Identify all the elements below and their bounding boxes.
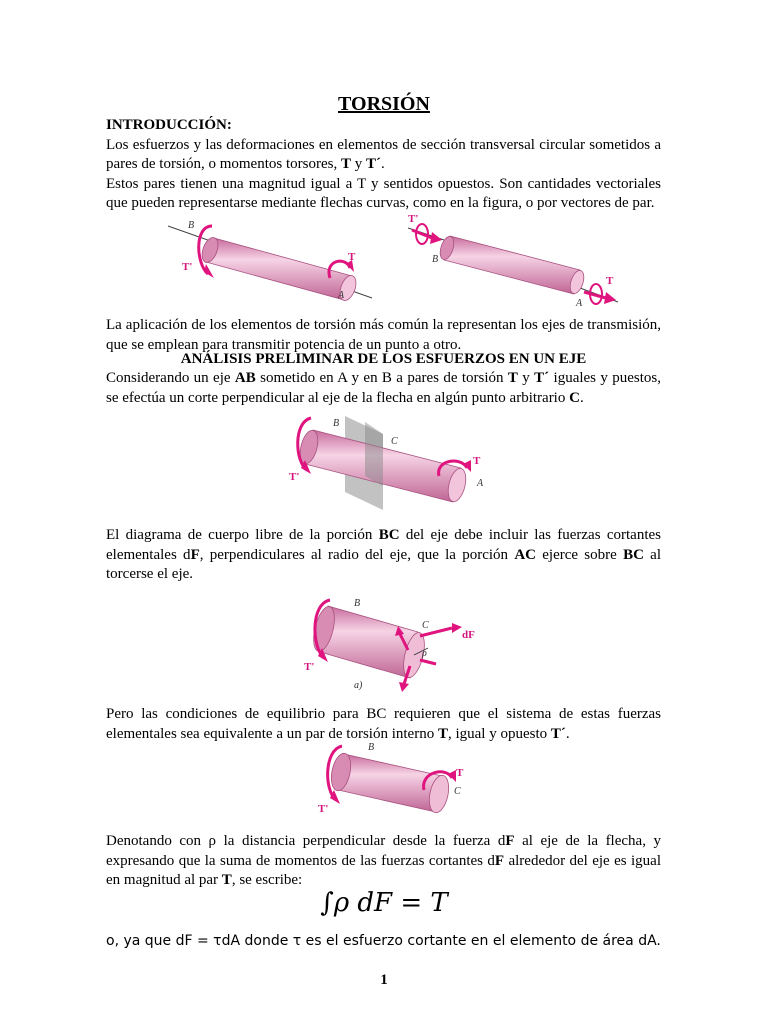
- label-rho: ρ: [422, 648, 427, 659]
- shaft-left: [168, 220, 372, 303]
- intro-text-1: Los esfuerzos y las deformaciones en elementos de sección transversal circular sometidos a pares de torsión, o momentos torsores, T y T´.: [106, 136, 661, 172]
- intro-paragraph: [106, 116, 661, 214]
- paragraph-moment: Denotando con ρ la distancia perpendicular desde la fuerza dF al eje de la flecha, y expresando que la suma de momentos de las fuerzas cortantes dF alrededor del eje es igual en magnitud al par T, se escribe:: [106, 833, 661, 888]
- label-B-5: B: [368, 742, 375, 753]
- label-B-4: B: [354, 598, 361, 609]
- label-B-2: B: [432, 254, 439, 265]
- section-heading: ANÁLISIS PRELIMINAR DE LOS ESFUERZOS EN UN EJE: [180, 351, 587, 367]
- label-Tprime-3: T': [289, 471, 300, 483]
- label-C-2: C: [422, 620, 429, 631]
- label-C-3: C: [454, 786, 461, 797]
- page-title: TORSIÓN: [338, 93, 430, 115]
- label-Tprime-4: T': [304, 661, 315, 673]
- figure-internal-torque: [312, 740, 472, 822]
- paragraph-equilibrium: Pero las condiciones de equilibrio para BC requieren que el sistema de estas fuerzas elementales sea equivalente a un par de torsión interno T, igual y opuesto T´.: [106, 706, 661, 742]
- label-a: a): [354, 680, 363, 691]
- figure-shaft-cut: [285, 410, 495, 512]
- label-A-2: A: [576, 298, 583, 308]
- label-A-3: A: [477, 478, 484, 489]
- label-T: T: [348, 251, 356, 263]
- figure-shafts-torque: [160, 208, 620, 308]
- paragraph-transmission: La aplicación de los elementos de torsión más común la representan los ejes de transmisión, que se emplean para transmitir potencia de un punto a otro.: [106, 317, 661, 353]
- label-B-3: B: [333, 418, 340, 429]
- intro-heading: INTRODUCCIÓN:: [106, 117, 232, 133]
- label-Tprime-5: T': [318, 803, 329, 815]
- label-T-3: T: [473, 455, 481, 467]
- label-Tprime: T': [182, 261, 193, 273]
- figure-free-body-dF: [300, 592, 490, 694]
- label-dF: dF: [462, 629, 475, 641]
- page-number: 1: [380, 972, 388, 988]
- paragraph-shear-stress: o, ya que dF = τdA donde τ es el esfuerzo cortante en el elemento de área dA.: [106, 933, 661, 949]
- paragraph-analysis: Considerando un eje AB sometido en A y en B a pares de torsión T y T´ iguales y puestos, se efectúa un corte perpendicular al eje de la flecha en algún punto arbitrario C.: [106, 370, 661, 406]
- torque-integral-formula: ∫ρ dF = T: [320, 888, 448, 918]
- intro-text-2: Estos pares tienen una magnitud igual a T y sentidos opuestos. Son cantidades vectoriales que pueden representarse mediante flechas curvas, como en la figura, o por vectores de par.: [106, 175, 661, 211]
- label-A: A: [338, 290, 345, 301]
- label-B: B: [188, 220, 195, 231]
- label-T-2: T: [606, 275, 614, 287]
- label-Tprime-2: T': [408, 213, 419, 225]
- shaft-right: [408, 213, 618, 308]
- label-C: C: [391, 436, 398, 447]
- label-T-5: T: [456, 767, 464, 779]
- paragraph-free-body: El diagrama de cuerpo libre de la porción BC del eje debe incluir las fuerzas cortantes elementales dF, perpendiculares al radio del eje, que la porción AC ejerce sobre BC al torcerse el eje.: [106, 527, 661, 582]
